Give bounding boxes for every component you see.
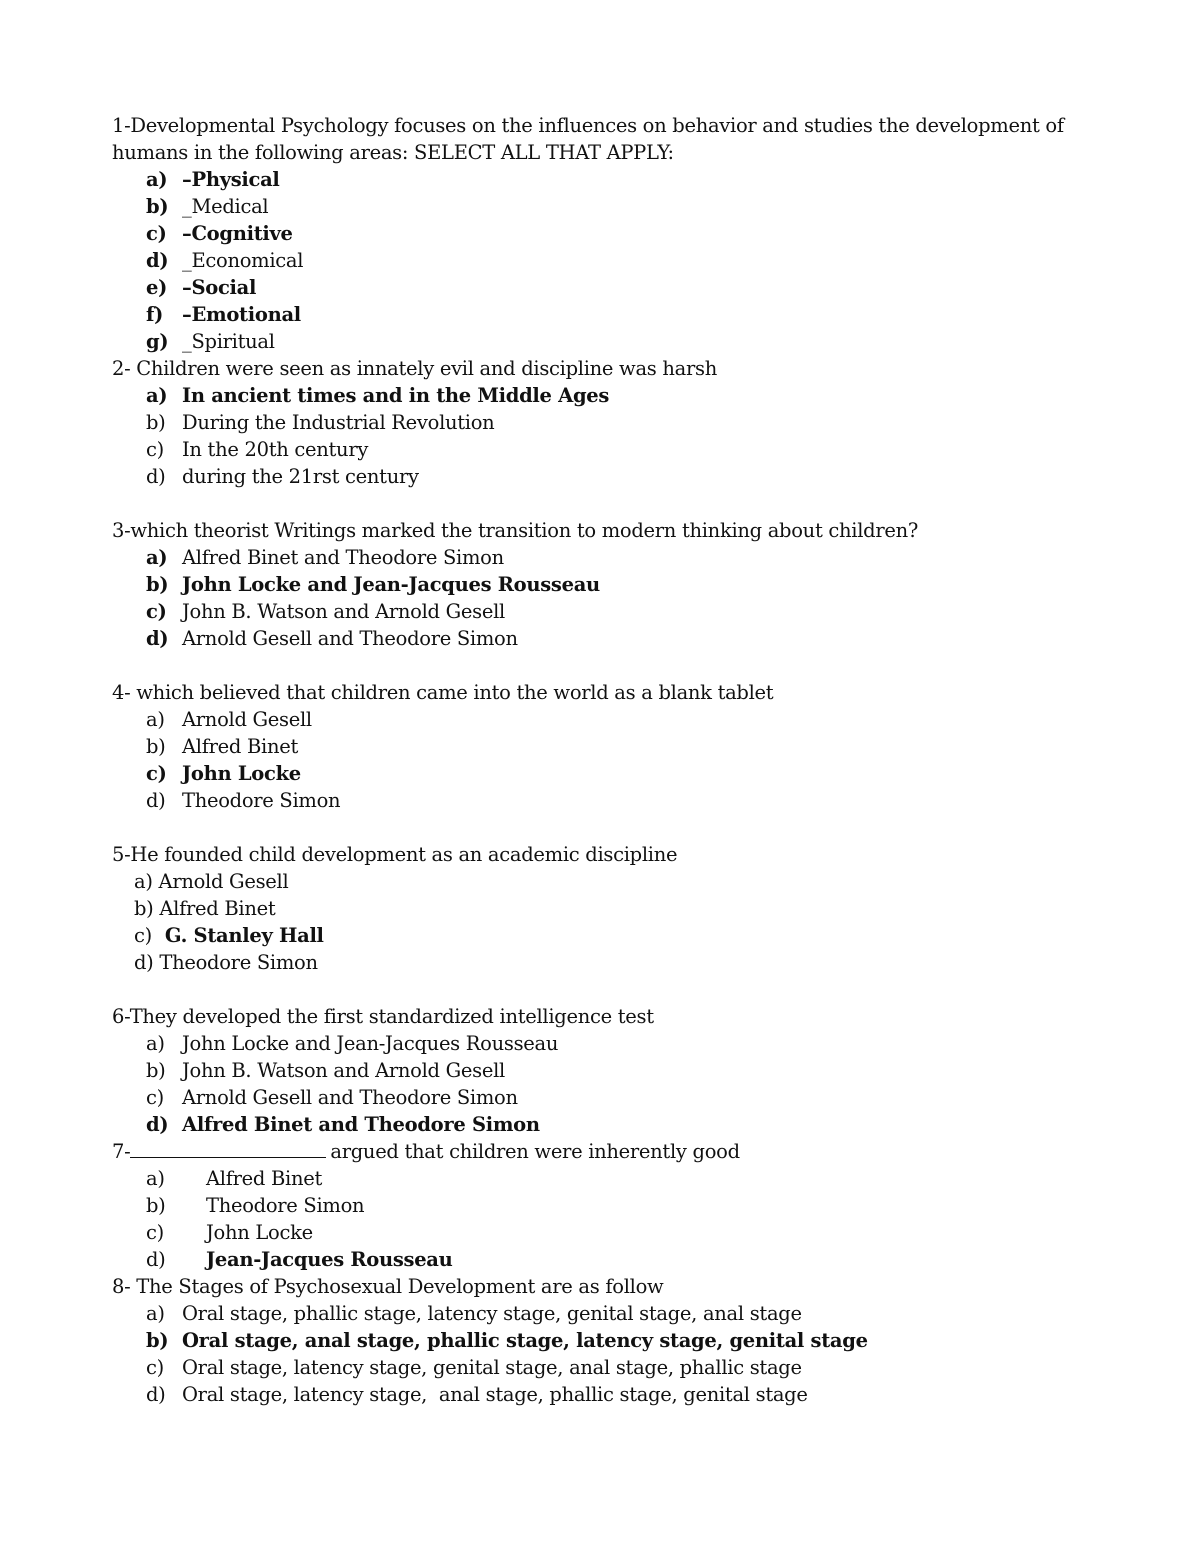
question-1-line-1: 1-Developmental Psychology focuses on the influences on behavior and studies the development of (112, 114, 1064, 137)
option-2b: b) During the Industrial Revolution (146, 411, 495, 434)
question-7-text (112, 1138, 1092, 1165)
option-2a: a) In ancient times and in the Middle Ages (146, 384, 610, 407)
option-4a: a) Arnold Gesell (146, 708, 312, 731)
option-2d: d) during the 21rst century (146, 465, 419, 488)
question-4 (112, 679, 1092, 814)
question-6 (112, 1003, 1092, 1138)
option-8b: b) Oral stage, anal stage, phallic stage, latency stage, genital stage (146, 1329, 868, 1352)
option-1a: a) –Physical (146, 168, 280, 191)
question-5 (112, 841, 1092, 976)
option-8a: a) Oral stage, phallic stage, latency stage, genital stage, anal stage (146, 1302, 802, 1325)
quiz-document (112, 112, 1092, 1408)
option-1f: f) –Emotional (146, 303, 301, 326)
option-6c: c) Arnold Gesell and Theodore Simon (146, 1086, 518, 1109)
option-7a: a) Alfred Binet (146, 1167, 322, 1190)
option-8d: d) Oral stage, latency stage, anal stage, phallic stage, genital stage (146, 1383, 808, 1406)
question-7-prefix: 7- (112, 1140, 131, 1163)
option-1b: b) _Medical (146, 195, 269, 218)
option-2c: c) In the 20th century (146, 438, 369, 461)
option-6b: b) John B. Watson and Arnold Gesell (146, 1059, 505, 1082)
question-7 (112, 1138, 1092, 1273)
question-1-line-2: humans in the following areas: SELECT ALL THAT APPLY: (112, 141, 674, 164)
option-5b: b) Alfred Binet (134, 897, 276, 920)
option-7b: b) Theodore Simon (146, 1194, 365, 1217)
option-1c: c) –Cognitive (146, 222, 293, 245)
option-1e: e) –Social (146, 276, 257, 299)
question-2 (112, 355, 1092, 490)
option-3c: c) John B. Watson and Arnold Gesell (146, 600, 505, 623)
question-3 (112, 517, 1092, 652)
option-5c: c) G. Stanley Hall (134, 924, 324, 947)
question-7-suffix: argued that children were inherently good (330, 1140, 740, 1163)
option-3a: a) Alfred Binet and Theodore Simon (146, 546, 504, 569)
option-1g: g) _Spiritual (146, 330, 275, 353)
answer-blank (130, 1139, 326, 1158)
option-6a: a) John Locke and Jean-Jacques Rousseau (146, 1032, 559, 1055)
option-4d: d) Theodore Simon (146, 789, 341, 812)
option-7d: d) Jean-Jacques Rousseau (146, 1248, 453, 1271)
question-5-text: 5-He founded child development as an academic discipline (112, 843, 678, 866)
question-3-text: 3-which theorist Writings marked the transition to modern thinking about children? (112, 519, 918, 542)
option-1d: d) _Economical (146, 249, 304, 272)
option-5a: a) Arnold Gesell (134, 870, 289, 893)
option-4c: c) John Locke (146, 762, 301, 785)
question-6-text: 6-They developed the first standardized intelligence test (112, 1005, 654, 1028)
question-4-text: 4- which believed that children came into the world as a blank tablet (112, 681, 774, 704)
question-2-text: 2- Children were seen as innately evil and discipline was harsh (112, 357, 717, 380)
question-8 (112, 1273, 1092, 1408)
option-6d: d) Alfred Binet and Theodore Simon (146, 1113, 540, 1136)
question-8-text: 8- The Stages of Psychosexual Development are as follow (112, 1275, 664, 1298)
option-8c: c) Oral stage, latency stage, genital stage, anal stage, phallic stage (146, 1356, 802, 1379)
option-7c: c) John Locke (146, 1221, 313, 1244)
option-3d: d) Arnold Gesell and Theodore Simon (146, 627, 518, 650)
option-5d: d) Theodore Simon (134, 951, 318, 974)
option-3b: b) John Locke and Jean-Jacques Rousseau (146, 573, 600, 596)
question-1 (112, 112, 1092, 355)
option-4b: b) Alfred Binet (146, 735, 298, 758)
